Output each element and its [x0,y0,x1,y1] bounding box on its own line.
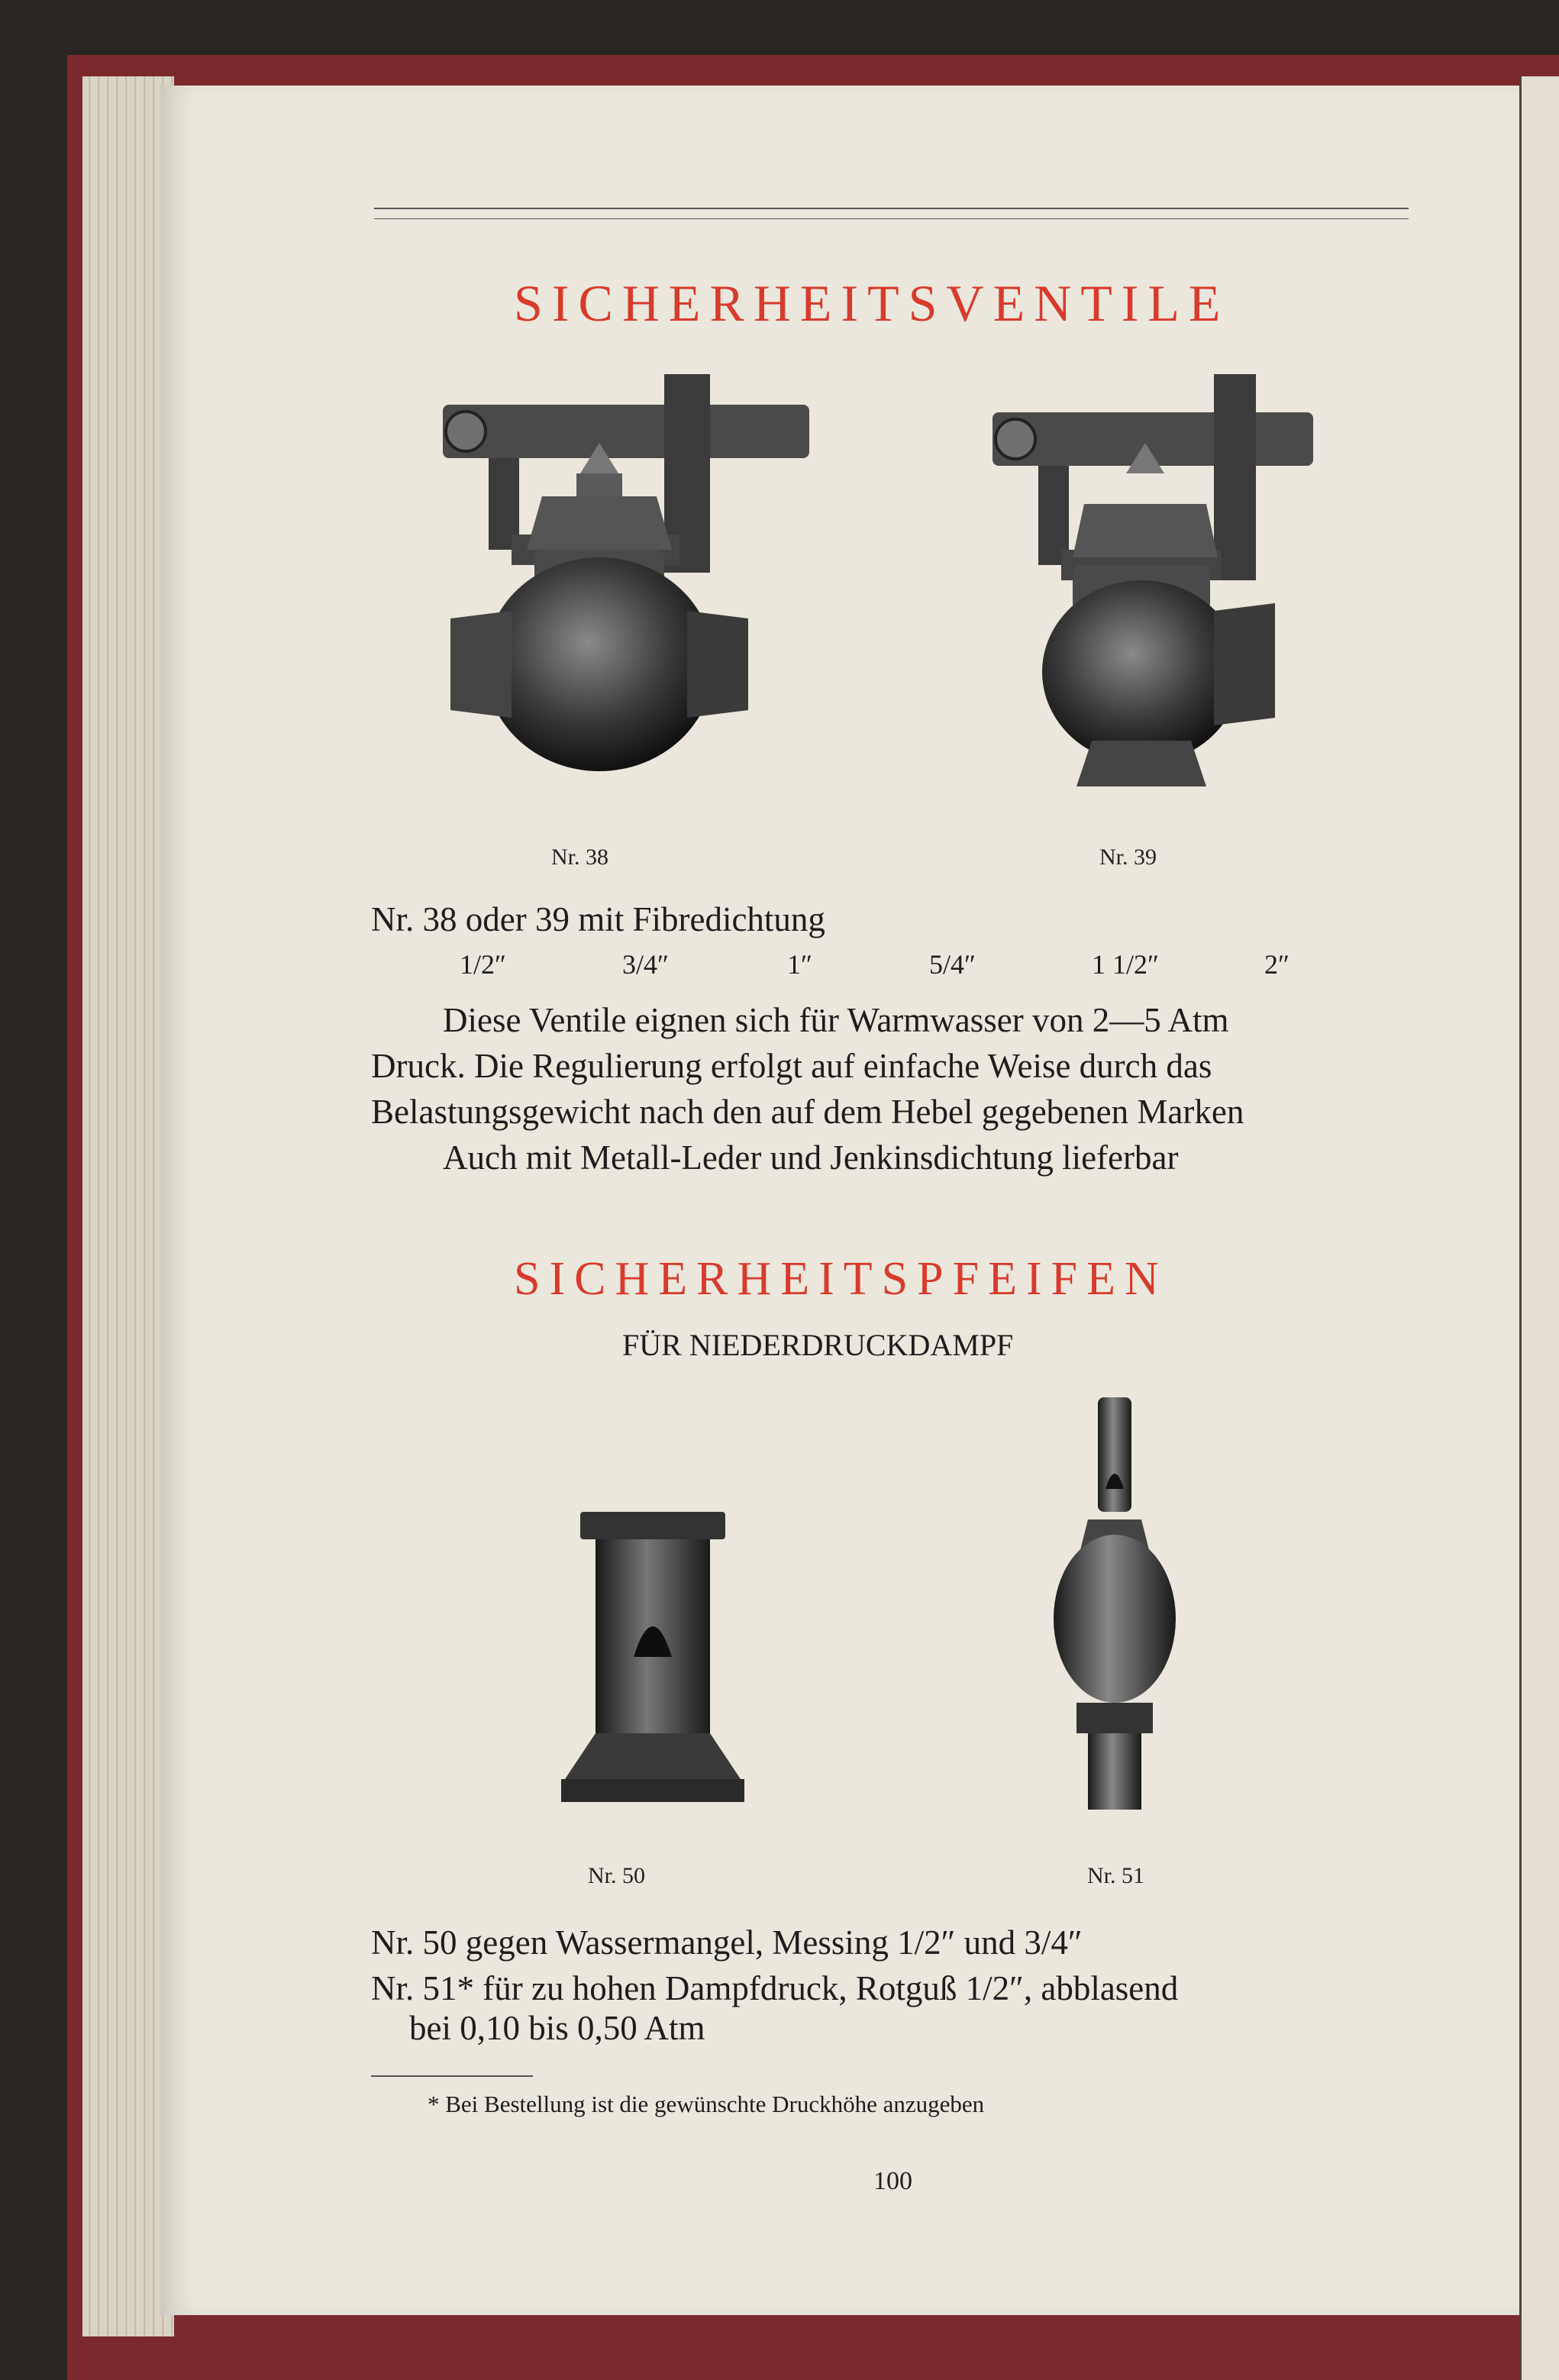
section-title-valves: SICHERHEITSVENTILE [514,274,1230,332]
footnote: * Bei Bestellung ist die gewünschte Druckhöhe anzugeben [428,2091,985,2117]
whistle-text-line-3: bei 0,10 bis 0,50 Atm [409,2009,705,2047]
size-item: 3/4″ [622,949,669,980]
whistle-50-illustration [550,1504,756,1810]
page-number: 100 [873,2167,912,2195]
whistle-text-line-1: Nr. 50 gegen Wassermangel, Messing 1/2″ und 3/4″ [371,1923,1083,1962]
section-subtitle-whistles: FÜR NIEDERDRUCKDAMPF [622,1328,1014,1362]
valve-text-line-1: Diese Ventile eignen sich für Warmwasser von 2—5 Atm [443,1001,1229,1039]
size-item: 1″ [787,949,812,980]
size-item: 1/2″ [460,949,506,980]
valve-38-caption: Nr. 38 [551,844,608,870]
section-title-whistles: SICHERHEITSPFEIFEN [514,1253,1168,1305]
valve-38-illustration [428,359,840,786]
facing-page-edge [1519,76,1559,2380]
whistle-text-line-2: Nr. 51* für zu hohen Dampfdruck, Rotguß 1/2″, abblasend [371,1969,1179,2007]
valve-39-caption: Nr. 39 [1099,844,1157,870]
valve-text-line-4: Auch mit Metall-Leder und Jenkinsdichtung lieferbar [443,1138,1179,1177]
valve-39-illustration [985,359,1321,832]
whistle-50-caption: Nr. 50 [588,1863,645,1888]
size-item: 5/4″ [929,949,976,980]
valve-text-line-2: Druck. Die Regulierung erfolgt auf einfache Weise durch das [371,1047,1212,1085]
whistle-51-illustration [1046,1397,1183,1825]
footnote-rule [371,2075,533,2077]
valve-text-line-3: Belastungsgewicht nach den auf dem Hebel gegebenen Marken [371,1093,1244,1131]
size-item: 2″ [1264,949,1289,980]
header-rule-bottom [374,218,1409,219]
whistle-51-caption: Nr. 51 [1087,1863,1144,1888]
valve-variant-line: Nr. 38 oder 39 mit Fibredichtung [371,900,825,938]
header-rule-top [374,208,1409,209]
size-item: 1 1/2″ [1092,949,1159,980]
